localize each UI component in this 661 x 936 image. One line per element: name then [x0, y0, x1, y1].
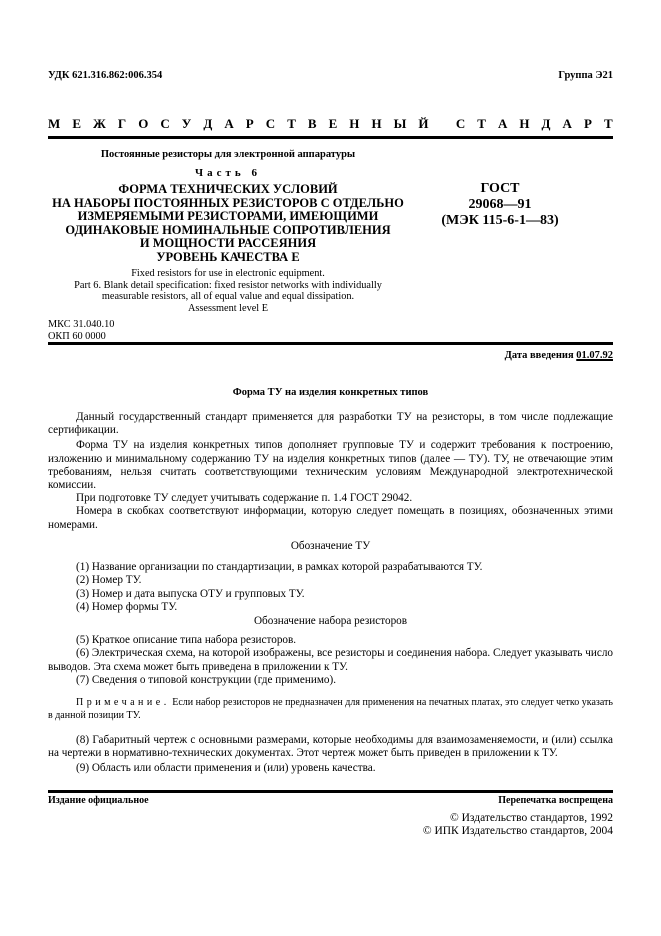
heading-letter: А [224, 116, 234, 131]
paragraph: При подготовке ТУ следует учитывать содержание п. 1.4 ГОСТ 29042. [76, 492, 413, 505]
section-title: Форма ТУ на изделия конкретных типов [232, 387, 429, 398]
official-edition: Издание официальное [48, 795, 149, 806]
paragraph: Форма ТУ на изделия конкретных типов дополняет групповые ТУ и содержит требования к построению, изложению и минимальному содержанию ТУ на изделия конкретных типов (далее — ТУ). ТУ, не отвечающие этим требованиям, нельзя считать соответствующими техническим условиям Международной электротехнической комиссии. [48, 439, 613, 492]
heading-letter: М [48, 116, 61, 131]
heading-letter: А [497, 116, 508, 131]
heading-letter: Ж [93, 116, 106, 131]
mks-code: МКС 31.040.10 [48, 319, 115, 330]
paragraph: Номера в скобках соответствуют информации, которую следует помещать в позициях, обозначенных этими номерами. [48, 505, 613, 531]
gost-designation [400, 181, 600, 229]
heading-letter: Е [328, 116, 338, 131]
document-subtitle: Постоянные резисторы для электронной аппаратуры [100, 149, 356, 160]
heading-letter: С [455, 116, 466, 131]
note-label: Примечание. [76, 697, 170, 708]
heading-letter: Н [349, 116, 360, 131]
heading-letter: Ы [393, 116, 407, 131]
note-block [48, 697, 613, 722]
heading-letter [441, 116, 444, 132]
note-text: Если набор резисторов не предназначен для применения на печатных платах, это следует четко указать в данной позиции ТУ. [48, 697, 613, 721]
iec-number: (МЭК 115-6-1—83) [441, 213, 559, 228]
heading-letter: Д [541, 116, 551, 131]
english-line: Fixed resistors for use in electronic equipment. [131, 268, 325, 279]
gost-number: 29068—91 [468, 197, 532, 212]
heading-letter: Т [287, 116, 296, 131]
designation-item: (4) Номер формы ТУ. [76, 600, 178, 613]
part-number: Часть 6 [195, 167, 261, 179]
effective-date [505, 350, 613, 361]
heading-letter: У [181, 116, 192, 131]
title-line: ОДИНАКОВЫЕ НОМИНАЛЬНЫЕ СОПРОТИВЛЕНИЯ [65, 222, 391, 237]
english-line: measurable resistors, all of equal value and equal dissipation. [101, 291, 355, 302]
heading-letter: Р [245, 116, 254, 131]
udk-code: УДК 621.316.862:006.354 [48, 70, 163, 81]
title-line: НА НАБОРЫ ПОСТОЯННЫХ РЕЗИСТОРОВ С ОТДЕЛЬНО [52, 195, 404, 210]
group-code: Группа Э21 [558, 70, 613, 81]
header-rule [48, 136, 613, 139]
intro-text [48, 411, 613, 532]
title-line: УРОВЕНЬ КАЧЕСТВА Е [156, 249, 300, 264]
reprint-notice: Перепечатка воспрещена [498, 795, 613, 806]
designation-item: (2) Номер ТУ. [76, 574, 142, 587]
copyright-line: © ИПК Издательство стандартов, 2004 [422, 825, 613, 837]
heading-letter: Г [117, 116, 127, 131]
document-title [48, 183, 408, 264]
heading-letter: Й [418, 116, 429, 131]
classification-codes [48, 319, 114, 342]
english-line: Assessment level E [187, 302, 269, 314]
heading-letter: Е [72, 116, 81, 131]
heading-letter: Р [583, 116, 592, 131]
copyright [423, 812, 613, 838]
heading-letter: О [138, 116, 149, 131]
network-item: (5) Краткое описание типа набора резисторов. [76, 634, 297, 647]
paragraph: Данный государственный стандарт применяется для разработки ТУ на резисторы, в том числе подлежащие сертификации. [48, 411, 613, 437]
network-designation-section [48, 615, 613, 687]
designation-section [48, 540, 613, 614]
footer-rule [48, 790, 613, 793]
list-item: (9) Область или области применения и (или) уровень качества. [76, 762, 376, 775]
designation-item: (3) Номер и дата выпуска ОТУ и групповых ТУ. [76, 587, 305, 600]
heading-letter: С [265, 116, 276, 131]
okp-code: ОКП 60 0000 [48, 330, 106, 342]
heading-letter: С [160, 116, 170, 131]
designation-item: (1) Название организации по стандартизации, в рамках которой разрабатываются ТУ. [76, 561, 483, 574]
gost-label: ГОСТ [480, 181, 520, 196]
copyright-line: © Издательство стандартов, 1992 [449, 812, 613, 824]
title-line: ФОРМА ТЕХНИЧЕСКИХ УСЛОВИЙ [118, 182, 338, 196]
title-line: И МОЩНОСТИ РАССЕЯНИЯ [139, 236, 317, 250]
english-line: Part 6. Blank detail specification: fixed resistor networks with individually [74, 279, 382, 291]
heading-letter: Д [203, 116, 213, 131]
interstate-standard-heading [48, 116, 613, 132]
designation-heading: Обозначение ТУ [290, 540, 371, 552]
heading-letter: Н [519, 116, 530, 131]
network-heading: Обозначение набора резисторов [253, 615, 408, 627]
network-item: (7) Сведения о типовой конструкции (где применимо). [76, 673, 337, 686]
heading-letter: Н [371, 116, 382, 131]
english-title [48, 268, 408, 314]
heading-letter: Т [603, 116, 613, 131]
more-items [48, 734, 613, 776]
network-item: (6) Электрическая схема, на которой изображены, все резисторы и соединения набора. Следует указывать число выводов. Эта схема может быть приведена в приложении к ТУ. [48, 647, 613, 673]
title-line: ИЗМЕРЯЕМЫМИ РЕЗИСТОРАМИ, ИМЕЮЩИМИ [77, 209, 379, 223]
effective-date-value: 01.07.92 [576, 350, 613, 361]
heading-letter: Т [477, 116, 486, 131]
title-block-rule [48, 342, 613, 345]
heading-letter: А [562, 116, 572, 131]
effective-date-label: Дата введения [504, 350, 574, 361]
list-item: (8) Габаритный чертеж с основными размерами, которые необходимы для взаимозаменяемости, и (или) ссылка на чертежи в нормативно-технических документах. Этот чертеж может быть приведен в приложении к ТУ. [48, 734, 613, 760]
heading-letter: В [307, 116, 317, 131]
